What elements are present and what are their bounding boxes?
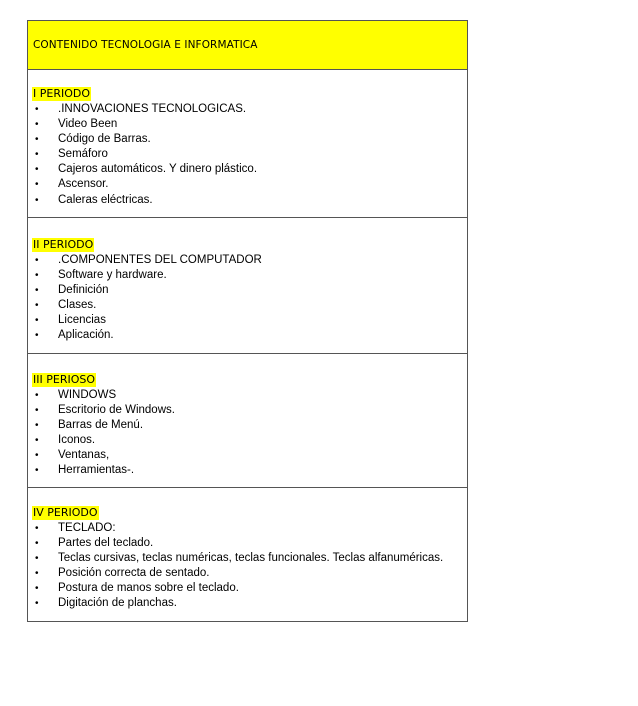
bullet-icon: • <box>35 390 39 401</box>
list-item-text: Iconos. <box>58 434 96 447</box>
bullet-icon: • <box>35 300 39 312</box>
period-1-title: I PERIODO <box>33 87 90 100</box>
list-item <box>28 581 467 596</box>
period-4-list <box>28 521 467 612</box>
period-2-title: II PERIODO <box>33 238 94 251</box>
period-4-title: IV PERIODO <box>33 506 98 519</box>
list-item <box>28 147 467 162</box>
list-item-text: Aplicación. <box>58 329 114 342</box>
list-item-text: Postura de manos sobre el teclado. <box>58 582 239 595</box>
list-item-text: Herramientas-. <box>58 464 135 477</box>
list-item-text: Cajeros automáticos. Y dinero plástico. <box>58 163 258 176</box>
list-item-text: Escritorio de Windows. <box>58 404 175 417</box>
table-title: CONTENIDO TECNOLOGIA E INFORMATICA <box>33 39 258 51</box>
list-item <box>28 463 467 478</box>
bullet-icon: • <box>35 164 39 176</box>
list-item <box>28 132 467 147</box>
bullet-icon: • <box>35 435 39 447</box>
list-item <box>28 551 467 566</box>
bullet-icon: • <box>35 523 39 534</box>
list-item-text: Semáforo <box>58 148 108 161</box>
period-2-row <box>28 217 467 353</box>
list-item-text: .INNOVACIONES TECNOLOGICAS. <box>58 103 247 115</box>
bullet-icon: • <box>35 315 39 327</box>
list-item <box>28 536 467 551</box>
list-item-text: Ventanas, <box>58 449 110 462</box>
content-table <box>27 20 468 622</box>
list-item <box>28 566 467 581</box>
list-item-text: .COMPONENTES DEL COMPUTADOR <box>58 254 262 266</box>
period-4-row <box>28 487 467 621</box>
list-item <box>28 177 467 192</box>
bullet-icon: • <box>35 285 39 297</box>
list-item-text: Clases. <box>58 299 97 312</box>
list-item-text: Software y hardware. <box>58 269 167 282</box>
bullet-icon: • <box>35 598 39 610</box>
bullet-icon: • <box>35 450 39 462</box>
bullet-icon: • <box>35 583 39 595</box>
list-item-text: Código de Barras. <box>58 133 151 146</box>
list-item <box>28 193 467 208</box>
list-item <box>28 253 467 268</box>
list-item <box>28 298 467 313</box>
bullet-icon: • <box>35 119 39 131</box>
bullet-icon: • <box>35 538 39 550</box>
period-3-title: III PERIOSO <box>33 373 95 386</box>
list-item <box>28 328 467 343</box>
bullet-icon: • <box>35 465 39 477</box>
list-item <box>28 268 467 283</box>
list-item <box>28 596 467 611</box>
bullet-icon: • <box>35 134 39 146</box>
bullet-icon: • <box>35 104 39 115</box>
period-2-list <box>28 253 467 344</box>
list-item-text: Barras de Menú. <box>58 419 144 432</box>
list-item-text: Teclas cursivas, teclas numéricas, teclas funcionales. Teclas alfanuméricas. <box>58 552 444 565</box>
period-3-row <box>28 353 467 487</box>
list-item <box>28 418 467 433</box>
list-item-text: WINDOWS <box>58 389 117 401</box>
period-1-row <box>28 69 467 217</box>
bullet-icon: • <box>35 553 39 565</box>
bullet-icon: • <box>35 405 39 417</box>
bullet-icon: • <box>35 149 39 161</box>
list-item <box>28 162 467 177</box>
list-item-text: Ascensor. <box>58 178 109 191</box>
list-item-text: Definición <box>58 284 109 297</box>
list-item <box>28 313 467 328</box>
bullet-icon: • <box>35 270 39 282</box>
list-item <box>28 433 467 448</box>
list-item <box>28 388 467 403</box>
period-1-list <box>28 102 467 208</box>
list-item <box>28 448 467 463</box>
list-item <box>28 283 467 298</box>
header-row <box>28 21 467 69</box>
list-item-text: TECLADO: <box>58 522 116 534</box>
bullet-icon: • <box>35 194 39 206</box>
bullet-icon: • <box>35 568 39 580</box>
list-item <box>28 403 467 418</box>
list-item-text: Partes del teclado. <box>58 537 154 550</box>
list-item <box>28 117 467 132</box>
list-item-text: Caleras eléctricas. <box>58 193 153 206</box>
bullet-icon: • <box>35 330 39 342</box>
list-item-text: Licencias <box>58 314 106 327</box>
bullet-icon: • <box>35 255 39 266</box>
list-item <box>28 521 467 536</box>
list-item-text: Posición correcta de sentado. <box>58 567 210 580</box>
bullet-icon: • <box>35 179 39 191</box>
bullet-icon: • <box>35 420 39 432</box>
list-item-text: Video Been <box>58 118 118 131</box>
period-3-list <box>28 388 467 479</box>
list-item <box>28 102 467 117</box>
list-item-text: Digitación de planchas. <box>58 597 177 610</box>
